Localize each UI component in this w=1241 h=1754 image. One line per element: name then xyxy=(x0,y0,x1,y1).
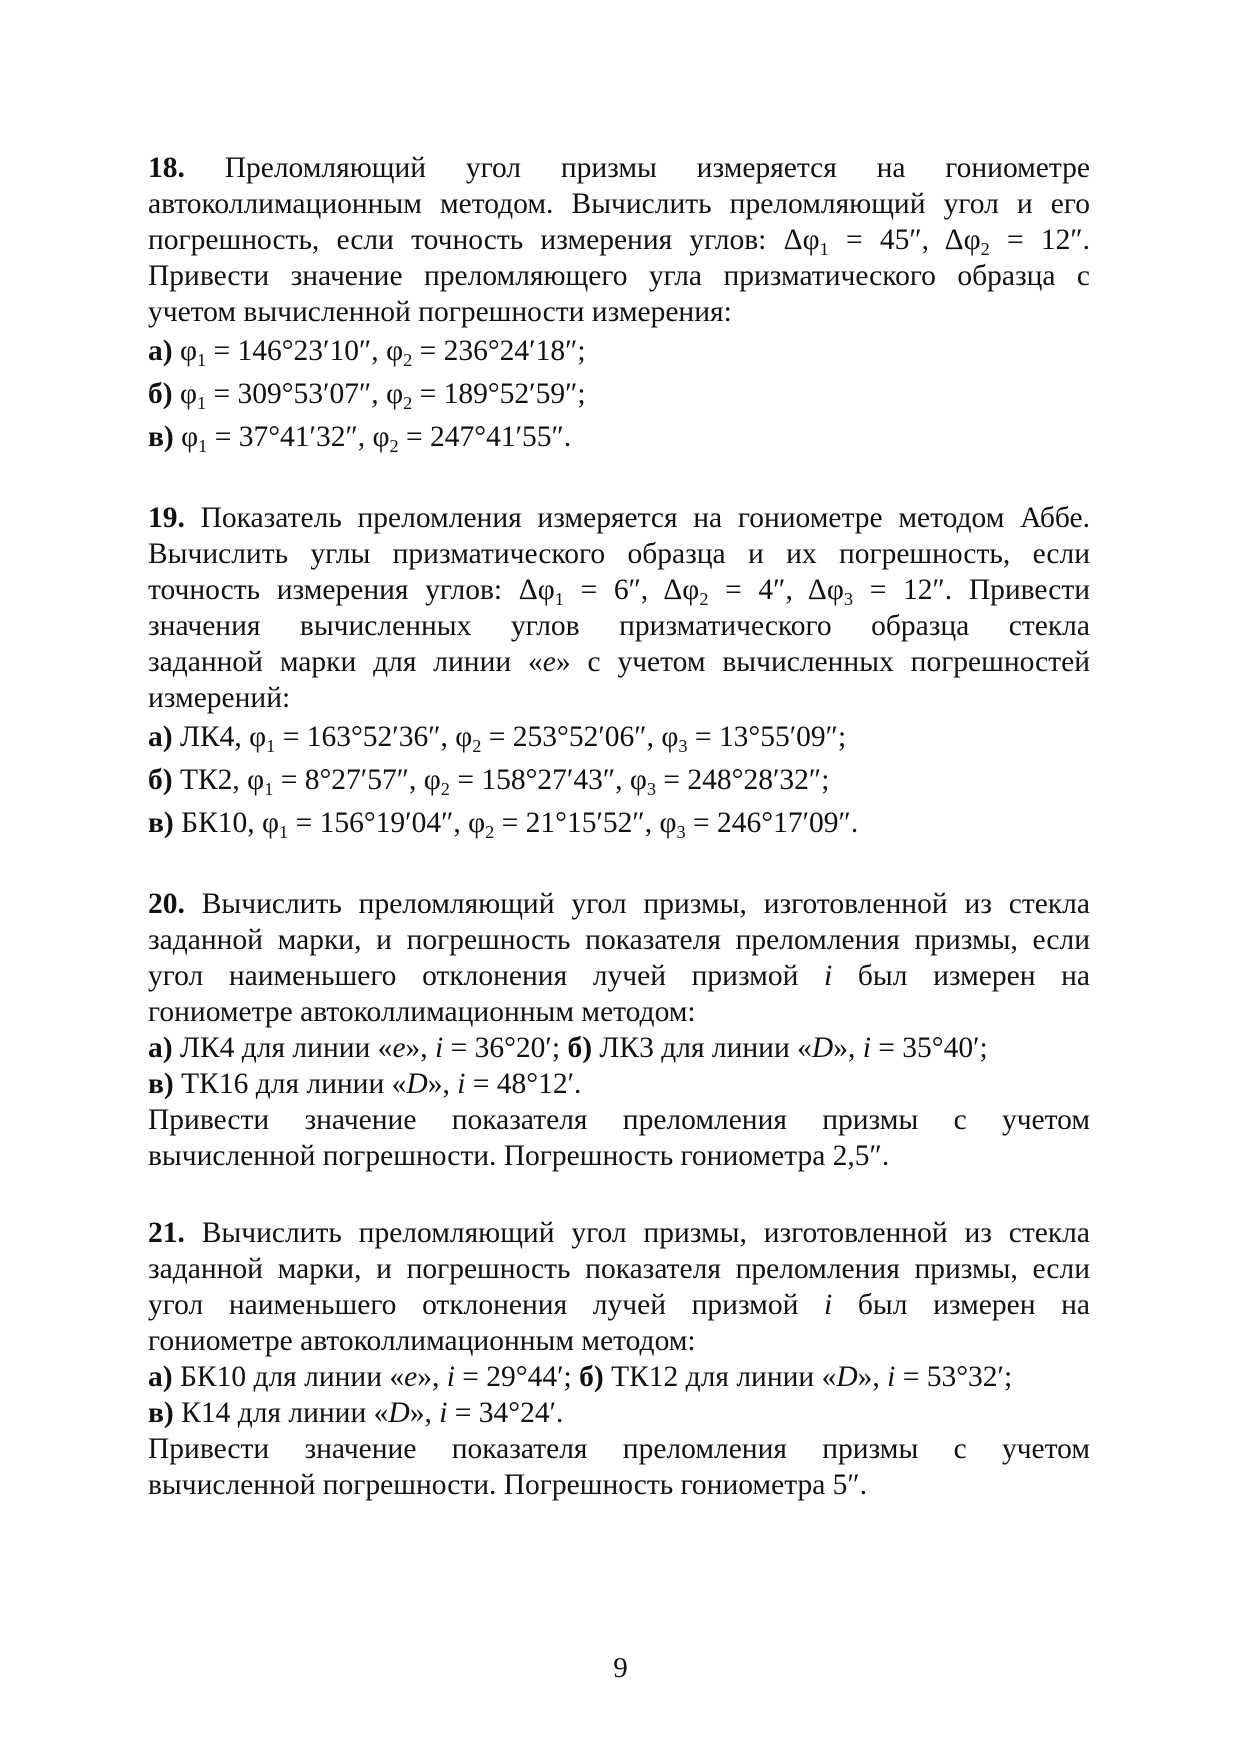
problem-21-line-8: вычисленной погрешности. Погрешность гониометра 5″. xyxy=(148,1469,868,1501)
text: », xyxy=(409,1397,440,1429)
symbol: Δφ xyxy=(518,574,555,606)
problem-18 xyxy=(148,150,1090,459)
symbol: Δφ xyxy=(783,224,820,256)
glass-grade: ЛК4, xyxy=(179,721,242,753)
value: = 248°28′32″; xyxy=(656,764,830,796)
problem-21-line-2: заданной марки, и погрешность показателя преломления призмы, если xyxy=(148,1253,1090,1285)
problem-19-line-2: Вычислить углы призматического образца и их погрешность, если xyxy=(148,538,1090,570)
italic-symbol: i xyxy=(887,1361,896,1393)
text: заданной марки для линии « xyxy=(148,646,543,678)
subscript: 2 xyxy=(980,238,990,259)
value: = 309°53′07″, xyxy=(206,378,387,410)
problem-20-options-ab xyxy=(148,1030,1090,1066)
problem-18-option-a xyxy=(148,330,1090,373)
italic-symbol: D xyxy=(811,1032,834,1064)
problem-21-option-c xyxy=(148,1395,1090,1431)
problem-21-line-7: Привести значение показателя преломления призмы с учетом xyxy=(148,1433,1090,1465)
subscript: 2 xyxy=(699,588,709,609)
italic-symbol: i xyxy=(435,1032,444,1064)
option-label: а) xyxy=(148,1032,173,1064)
symbol: φ xyxy=(181,421,199,453)
value: = 189°52′59″; xyxy=(412,378,586,410)
italic-symbol: i xyxy=(862,1032,871,1064)
symbol: Δφ xyxy=(807,574,844,606)
problem-18-option-c xyxy=(148,416,1090,459)
value: = 12″. xyxy=(989,224,1091,256)
value: = 48°12′. xyxy=(465,1068,582,1100)
symbol: φ xyxy=(386,378,404,410)
italic-symbol: D xyxy=(836,1361,858,1393)
value: = 12″. xyxy=(853,574,953,606)
problem-21 xyxy=(148,1215,1090,1503)
symbol: φ xyxy=(659,807,677,839)
problem-number: 19. xyxy=(148,502,185,534)
value: = 156°19′04″, xyxy=(288,807,469,839)
value: = 34°24′. xyxy=(447,1397,564,1429)
option-label: б) xyxy=(148,378,173,410)
text: был измерен на xyxy=(857,960,1090,992)
problem-19 xyxy=(148,500,1090,845)
symbol: φ xyxy=(423,764,441,796)
option-label: а) xyxy=(148,1361,173,1393)
symbol: φ xyxy=(386,335,404,367)
problem-19-option-c xyxy=(148,802,1090,845)
problem-20-line-3 xyxy=(148,958,1090,994)
italic-symbol: e xyxy=(404,1361,418,1393)
subscript: 2 xyxy=(403,349,413,370)
problem-20-option-c xyxy=(148,1066,1090,1102)
problem-19-option-a xyxy=(148,716,1090,759)
value: = 37°41′32″, xyxy=(207,421,373,453)
text: точность измерения углов: xyxy=(148,574,503,606)
option-label: в) xyxy=(148,1068,174,1100)
text: Преломляющий угол призмы измеряется на гониометре xyxy=(224,152,1090,184)
text: ТК16 для линии « xyxy=(173,1068,407,1100)
value: = 6″, xyxy=(563,574,664,606)
symbol: φ xyxy=(247,764,265,796)
problem-19-line-3 xyxy=(148,572,1090,608)
text: погрешность, если точность измерения углов: xyxy=(148,224,767,256)
subscript: 3 xyxy=(676,821,686,842)
subscript: 1 xyxy=(198,435,208,456)
symbol: φ xyxy=(262,807,280,839)
page-number: 9 xyxy=(613,1652,628,1684)
text: », xyxy=(857,1361,888,1393)
symbol: φ xyxy=(249,721,267,753)
value: = 4″, xyxy=(708,574,808,606)
symbol: Δφ xyxy=(944,224,981,256)
text: БК10 для линии « xyxy=(172,1361,405,1393)
problem-20-line-8: вычисленной погрешности. Погрешность гониометра 2,5″. xyxy=(148,1140,890,1172)
symbol: φ xyxy=(179,378,197,410)
subscript: 1 xyxy=(554,588,564,609)
subscript: 3 xyxy=(843,588,854,609)
subscript: 3 xyxy=(678,735,688,756)
option-label: в) xyxy=(148,807,174,839)
text: Вычислить преломляющий угол призмы, изготовленной из стекла xyxy=(201,888,1090,920)
subscript: 2 xyxy=(485,821,495,842)
italic-symbol: i xyxy=(439,1397,448,1429)
text: », xyxy=(417,1361,447,1393)
text: » с учетом вычисленных погрешностей xyxy=(555,646,1090,678)
problem-number: 21. xyxy=(148,1217,185,1249)
problem-21-line-3 xyxy=(148,1287,1090,1323)
italic-symbol: i xyxy=(446,1361,455,1393)
text: », xyxy=(833,1032,863,1064)
value: = 35°40′; xyxy=(870,1032,988,1064)
option-label: в) xyxy=(148,1397,174,1429)
problem-18-line-1 xyxy=(148,150,1090,186)
value: = 8°27′57″, xyxy=(273,764,424,796)
italic-symbol: e xyxy=(542,646,556,678)
text: ЛК3 для линии « xyxy=(592,1032,812,1064)
text: ЛК4 для линии « xyxy=(172,1032,393,1064)
subscript: 1 xyxy=(264,778,274,799)
problem-21-options-ab xyxy=(148,1359,1090,1395)
value: = 236°24′18″; xyxy=(412,335,586,367)
problem-18-line-3 xyxy=(148,222,1090,258)
problem-18-line-4: Привести значение преломляющего угла призматического образца с xyxy=(148,260,1090,292)
value: = 246°17′09″. xyxy=(685,807,859,839)
formula xyxy=(783,224,945,259)
page-content xyxy=(148,150,1090,1544)
italic-symbol: i xyxy=(457,1068,466,1100)
value: = 146°23′10″, xyxy=(206,335,387,367)
problem-21-line-1 xyxy=(148,1215,1090,1251)
problem-20-line-7: Привести значение показателя преломления призмы с учетом xyxy=(148,1104,1090,1136)
value: = 53°32′; xyxy=(895,1361,1013,1393)
glass-grade: ТК2, xyxy=(179,764,240,796)
subscript: 3 xyxy=(646,778,657,799)
problem-19-line-1 xyxy=(148,500,1090,536)
symbol: Δφ xyxy=(663,574,700,606)
option-label: а) xyxy=(148,335,173,367)
formula xyxy=(518,574,664,609)
glass-grade: БК10, xyxy=(181,807,255,839)
problem-20-line-4: гониометре автоколлимационным методом: xyxy=(148,996,696,1028)
text: был измерен на xyxy=(857,1289,1090,1321)
problem-number: 20. xyxy=(148,888,185,920)
value: = 29°44′; xyxy=(454,1361,580,1393)
problem-19-option-b xyxy=(148,759,1090,802)
value: = 247°41′55″. xyxy=(398,421,572,453)
problem-19-line-5 xyxy=(148,644,1090,680)
formula xyxy=(807,574,953,609)
text: », xyxy=(405,1032,436,1064)
value: = 13°55′09″; xyxy=(687,721,847,753)
text: угол наименьшего отклонения лучей призмой xyxy=(148,960,799,992)
subscript: 1 xyxy=(266,735,276,756)
option-label: б) xyxy=(567,1032,593,1064)
italic-symbol: D xyxy=(406,1068,428,1100)
formula xyxy=(944,224,1091,259)
formula xyxy=(663,574,808,609)
option-label: б) xyxy=(579,1361,604,1393)
symbol: φ xyxy=(455,721,473,753)
text: Привести xyxy=(968,574,1091,606)
subscript: 2 xyxy=(389,435,399,456)
symbol: φ xyxy=(372,421,390,453)
problem-number: 18. xyxy=(148,152,185,184)
subscript: 1 xyxy=(819,238,829,259)
text: угол наименьшего отклонения лучей призмой xyxy=(148,1289,799,1321)
option-label: в) xyxy=(148,421,174,453)
subscript: 2 xyxy=(472,735,482,756)
subscript: 2 xyxy=(440,778,450,799)
italic-symbol: D xyxy=(388,1397,410,1429)
value: = 36°20′; xyxy=(443,1032,568,1064)
problem-20-line-1 xyxy=(148,886,1090,922)
option-label: а) xyxy=(148,721,173,753)
symbol: φ xyxy=(629,764,647,796)
problem-18-line-2: автоколлимационным методом. Вычислить преломляющий угол и его xyxy=(148,188,1090,220)
text: ТК12 для линии « xyxy=(603,1361,837,1393)
value: = 21°15′52″, xyxy=(494,807,660,839)
subscript: 1 xyxy=(279,821,289,842)
problem-19-line-4: значения вычисленных углов призматического образца стекла xyxy=(148,610,1090,642)
option-label: б) xyxy=(148,764,173,796)
text: Показатель преломления измеряется на гониометре методом Аббе. xyxy=(200,502,1090,534)
italic-symbol: i xyxy=(824,960,833,992)
value: = 45″, xyxy=(828,224,945,256)
subscript: 2 xyxy=(403,392,413,413)
italic-symbol: e xyxy=(392,1032,406,1064)
text: Вычислить преломляющий угол призмы, изготовленной из стекла xyxy=(201,1217,1090,1249)
italic-symbol: i xyxy=(824,1289,833,1321)
problem-20 xyxy=(148,886,1090,1174)
problem-20-line-2: заданной марки, и погрешность показателя преломления призмы, если xyxy=(148,924,1090,956)
problem-18-line-5: учетом вычисленной погрешности измерения: xyxy=(148,296,732,328)
problem-21-line-4: гониометре автоколлимационным методом: xyxy=(148,1325,696,1357)
symbol: φ xyxy=(179,335,197,367)
text: », xyxy=(427,1068,458,1100)
symbol: φ xyxy=(468,807,486,839)
value: = 253°52′06″, xyxy=(481,721,662,753)
text: К14 для линии « xyxy=(173,1397,389,1429)
problem-19-line-6: измерений: xyxy=(148,682,291,714)
subscript: 1 xyxy=(196,392,207,413)
value: = 163°52′36″, xyxy=(275,721,456,753)
symbol: φ xyxy=(661,721,679,753)
value: = 158°27′43″, xyxy=(449,764,630,796)
problem-18-option-b xyxy=(148,373,1090,416)
subscript: 1 xyxy=(196,349,207,370)
